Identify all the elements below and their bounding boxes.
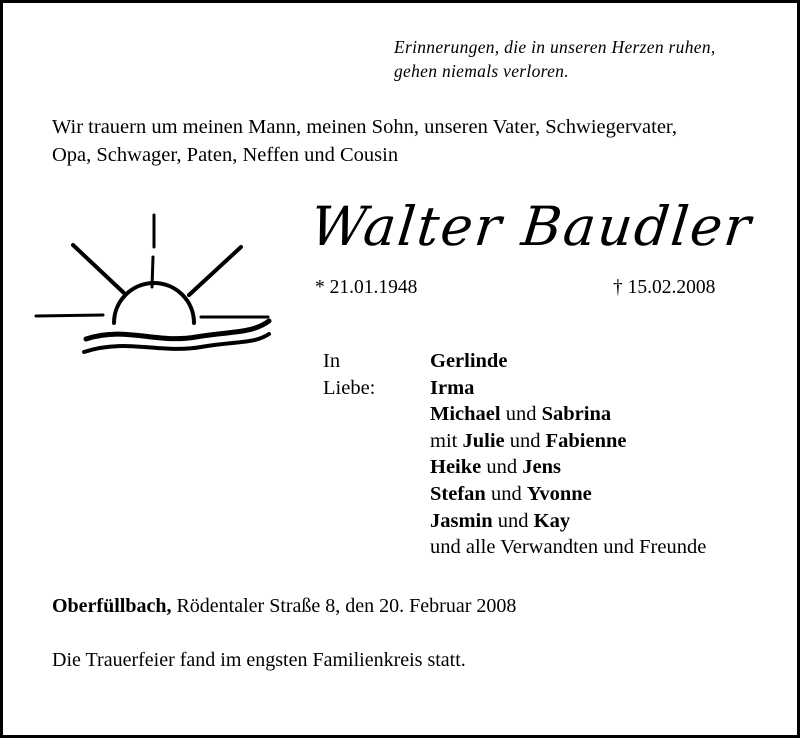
setting-sun-icon <box>31 195 281 365</box>
deceased-name: Walter Baudler <box>307 195 756 258</box>
epigraph-line-2: gehen niemals verloren. <box>394 61 569 81</box>
in-liebe-line: Michael und Sabrina <box>430 403 612 426</box>
in-liebe-line: Gerlinde <box>430 350 508 372</box>
epigraph <box>394 35 716 83</box>
mourning-intro <box>52 113 677 169</box>
in-liebe-line: Stefan und Yvonne <box>430 482 592 505</box>
mourning-intro-line-1: Wir trauern um meinen Mann, meinen Sohn, unseren Vater, Schwiegervater, <box>52 116 678 138</box>
address-rest: Rödentaler Straße 8, den 20. Februar 2008 <box>171 595 517 617</box>
in-liebe-line: Irma <box>430 376 475 399</box>
in-liebe-lines <box>430 348 800 561</box>
epigraph-line-1: Erinnerungen, die in unseren Herzen ruhen, <box>394 37 716 57</box>
in-liebe-line: Heike und Jens <box>430 456 561 479</box>
closing-line: Die Trauerfeier fand im engsten Familienkreis statt. <box>52 649 466 671</box>
birth-date: * 21.01.1948 <box>315 277 418 298</box>
mourning-intro-line-2: Opa, Schwager, Paten, Neffen und Cousin <box>52 144 399 166</box>
in-liebe-line: Jasmin und Kay <box>430 509 571 532</box>
in-liebe-line: mit Julie und Fabienne <box>430 429 627 452</box>
death-date: † 15.02.2008 <box>613 277 716 298</box>
in-liebe-label: In Liebe: <box>323 350 376 399</box>
address-place: Oberfüllbach, <box>52 595 172 617</box>
address-line <box>52 595 516 618</box>
in-liebe-line: und alle Verwandten und Freunde <box>430 536 707 559</box>
